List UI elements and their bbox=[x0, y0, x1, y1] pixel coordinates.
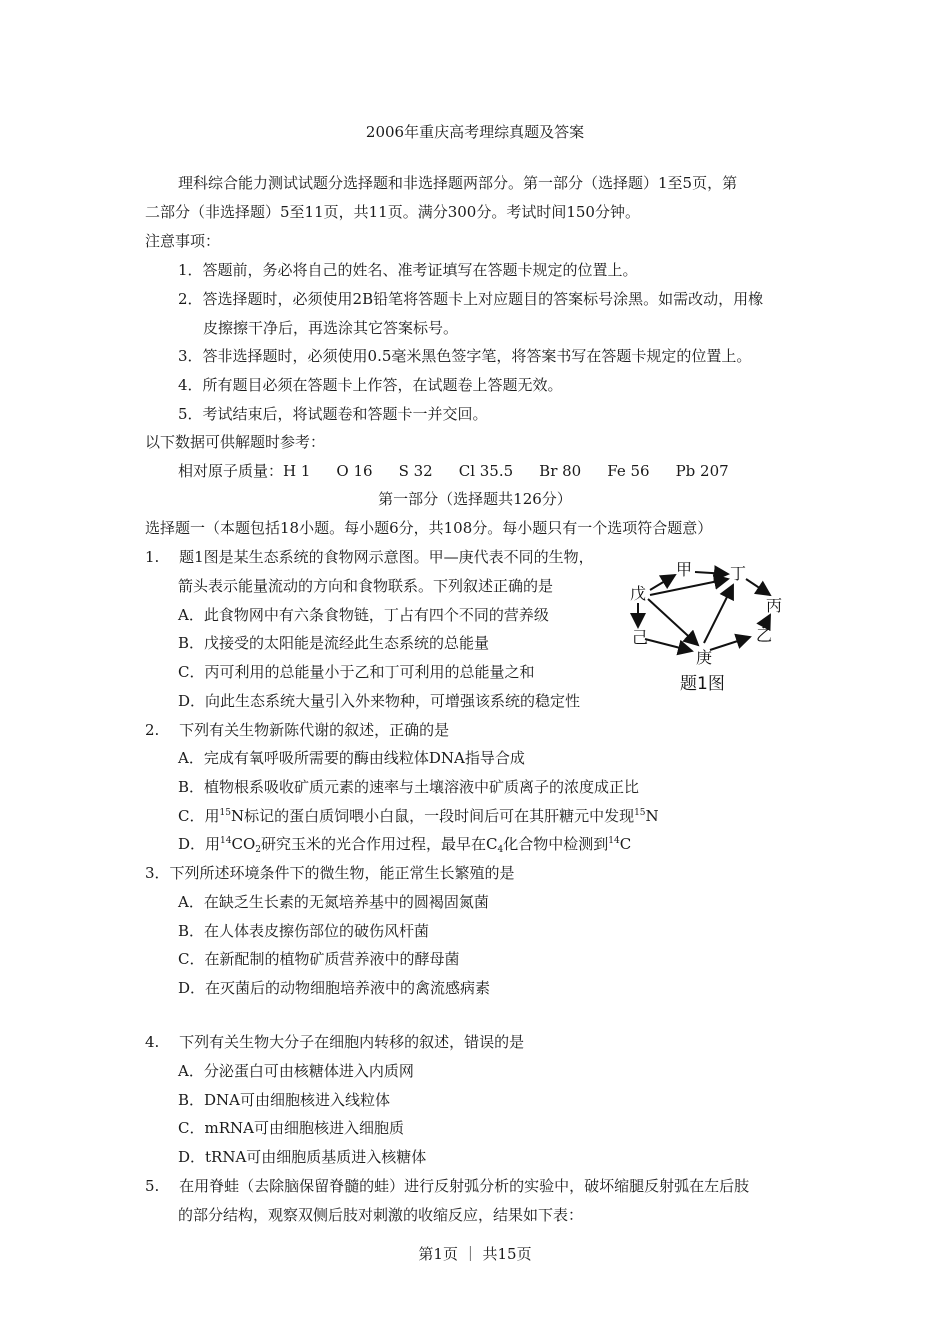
question-1-option-a: A．此食物网中有六条食物链，丁占有四个不同的营养级 bbox=[178, 606, 549, 624]
question-1-option-c: C．丙可利用的总能量小于乙和丁可利用的总能量之和 bbox=[178, 663, 535, 681]
question-4-option-a: A．分泌蛋白可由核糖体进入内质网 bbox=[178, 1062, 414, 1080]
node-yi: 乙 bbox=[756, 626, 773, 645]
atomic-mass-line bbox=[178, 461, 755, 481]
atomic-mass-label: 相对原子质量： bbox=[178, 462, 284, 480]
atomic-mass: Fe 56 bbox=[607, 462, 650, 480]
question-2-option-d: D．用$^{14}CO_2$研究玉米的光合作用过程，最早在$C_4$化合物中检测到$^{14}$C bbox=[178, 835, 632, 855]
question-4-option-c: C．mRNA可由细胞核进入细胞质 bbox=[178, 1119, 404, 1137]
atomic-mass: S 32 bbox=[398, 462, 433, 480]
intro-line-2: 二部分（非选择题）5至11页，共11页。满分300分。考试时间150分钟。 bbox=[145, 203, 640, 221]
atomic-mass: O 16 bbox=[336, 462, 373, 480]
note-item: 1．答题前，务必将自己的姓名、准考证填写在答题卡规定的位置上。 bbox=[178, 261, 638, 279]
question-1-option-b: B．戊接受的太阳能是流经此生态系统的总能量 bbox=[178, 634, 490, 652]
notes-heading: 注意事项： bbox=[145, 232, 221, 250]
node-bing: 丙 bbox=[766, 596, 783, 615]
question-1-stem-cont: 箭头表示能量流动的方向和食物联系。下列叙述正确的是 bbox=[178, 577, 554, 595]
question-2-option-b: B．植物根系吸收矿质元素的速率与土壤溶液中矿质离子的浓度成正比 bbox=[178, 778, 640, 796]
note-item: 5．考试结束后，将试题卷和答题卡一并交回。 bbox=[178, 405, 488, 423]
note-item: 4．所有题目必须在答题卡上作答，在试题卷上答题无效。 bbox=[178, 376, 563, 394]
question-2-stem: 2. 下列有关生物新陈代谢的叙述，正确的是 bbox=[145, 721, 450, 739]
atomic-mass: Pb 207 bbox=[675, 462, 729, 480]
node-wu: 戊 bbox=[630, 584, 647, 603]
question-4-option-d: D．tRNA可由细胞质基质进入核糖体 bbox=[178, 1148, 427, 1166]
question-4-stem: 4. 下列有关生物大分子在细胞内转移的叙述，错误的是 bbox=[145, 1033, 525, 1051]
question-3-option-c: C．在新配制的植物矿质营养液中的酵母菌 bbox=[178, 950, 460, 968]
question-1-option-d: D．向此生态系统大量引入外来物种，可增强该系统的稳定性 bbox=[178, 692, 581, 710]
question-5-stem: 5. 在用脊蛙（去除脑保留脊髓的蛙）进行反射弧分析的实验中，破坏缩腿反射弧在左后肢 bbox=[145, 1177, 750, 1195]
page-footer: 第1页 ｜ 共15页 bbox=[418, 1245, 532, 1263]
node-geng: 庚 bbox=[696, 648, 713, 667]
question-5-stem-cont: 的部分结构，观察双侧后肢对刺激的收缩反应，结果如下表： bbox=[178, 1206, 584, 1224]
food-web-arrow bbox=[695, 572, 728, 574]
intro-line-1: 理科综合能力测试试题分选择题和非选择题两部分。第一部分（选择题）1至5页，第 bbox=[178, 174, 738, 192]
food-web-arrow bbox=[645, 639, 692, 651]
question-3-option-a: A．在缺乏生长素的无氮培养基中的圆褐固氮菌 bbox=[178, 893, 489, 911]
atomic-mass: Br 80 bbox=[539, 462, 582, 480]
node-ji: 己 bbox=[632, 628, 649, 647]
diagram-caption: 题1图 bbox=[680, 674, 725, 694]
atomic-mass: Cl 35.5 bbox=[458, 462, 514, 480]
food-web-arrow bbox=[704, 585, 733, 643]
question-3-stem: 3．下列所述环境条件下的微生物，能正常生长繁殖的是 bbox=[145, 864, 515, 882]
food-web-arrow bbox=[650, 575, 675, 590]
question-1-stem: 1. 题1图是某生态系统的食物网示意图。甲—庚代表不同的生物， bbox=[145, 548, 594, 566]
document-title: 2006年重庆高考理综真题及答案 bbox=[365, 123, 585, 141]
question-3-option-b: B．在人体表皮擦伤部位的破伤风杆菌 bbox=[178, 922, 430, 940]
node-ding: 丁 bbox=[730, 564, 747, 583]
food-web-arrow bbox=[650, 579, 728, 595]
food-web-arrow bbox=[746, 579, 770, 595]
reference-heading: 以下数据可供解题时参考： bbox=[145, 433, 326, 451]
atomic-mass: H 1 bbox=[283, 462, 311, 480]
question-3-option-d: D．在灭菌后的动物细胞培养液中的禽流感病素 bbox=[178, 979, 491, 997]
note-item: 2．答选择题时，必须使用2B铅笔将答题卡上对应题目的答案标号涂黑。如需改动，用橡 bbox=[178, 290, 764, 308]
food-web-arrow bbox=[648, 599, 698, 645]
note-item-continuation: 皮擦擦干净后，再选涂其它答案标号。 bbox=[203, 319, 459, 337]
part1-heading: 第一部分（选择题共126分） bbox=[378, 490, 572, 508]
question-4-option-b: B．DNA可由细胞核进入线粒体 bbox=[178, 1091, 391, 1109]
section-heading: 选择题一（本题包括18小题。每小题6分，共108分。每小题只有一个选项符合题意） bbox=[145, 519, 713, 537]
note-item: 3．答非选择题时，必须使用0.5毫米黑色签字笔，将答案书写在答题卡规定的位置上。 bbox=[178, 347, 752, 365]
node-jia: 甲 bbox=[676, 560, 693, 579]
question-2-option-a: A．完成有氧呼吸所需要的酶由线粒体DNA指导合成 bbox=[178, 749, 525, 767]
food-web-diagram bbox=[620, 555, 810, 705]
food-web-arrow bbox=[710, 637, 750, 650]
question-2-option-c: C．用$^{15}$N标记的蛋白质饲喂小白鼠，一段时间后可在其肝糖元中发现$^{15}$N bbox=[178, 807, 659, 825]
